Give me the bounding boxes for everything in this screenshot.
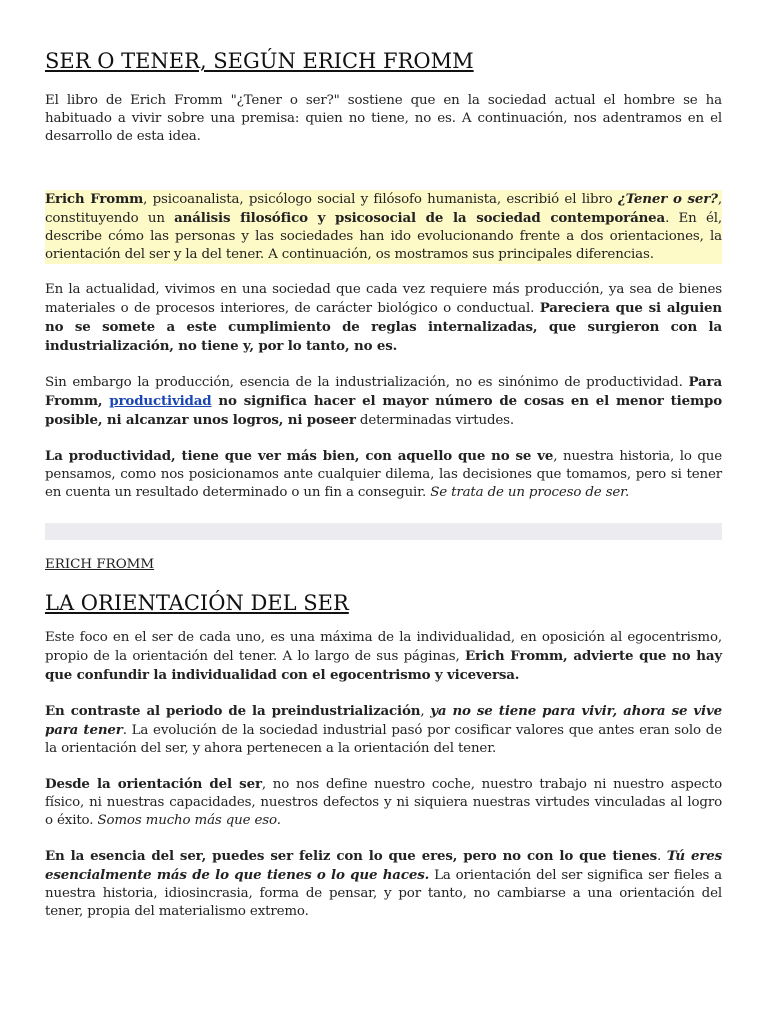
- paragraph-productivity: Sin embargo la producción, esencia de la industrialización, no es sinónimo de productividad. Para Fromm, productividad no significa hacer el mayor número de cosas en el menor tiempo posible, ni alcanzar unos logros, ni poseer determinadas virtudes.: [45, 374, 722, 428]
- author-name: Erich Fromm: [45, 191, 144, 207]
- paragraph-individuality: Este foco en el ser de cada uno, es una máxima de la individualidad, en oposición al egocentrismo, propio de la orientación del tener. A lo largo de sus páginas, Erich Fromm, advierte que no hay que confundir la individualidad con el egocentrismo y viceversa.: [45, 630, 722, 683]
- section-title: LA ORIENTACIÓN DEL SER: [45, 591, 349, 615]
- book-title: ¿Tener o ser?: [617, 191, 718, 207]
- article: [45, 46, 722, 921]
- page-title: SER O TENER, SEGÚN ERICH FROMM: [45, 49, 474, 73]
- paragraph-process: La productividad, tiene que ver más bien, con aquello que no se ve, nuestra historia, lo que pensamos, como nos posicionamos ante cualquier dilema, las decisiones que tomamos, pero si tener en cuenta un resultado determinado o un fin a conseguir. Se trata de un proceso de ser.: [45, 448, 723, 500]
- image-placeholder-bar: [45, 523, 722, 540]
- highlighted-paragraph: Erich Fromm, psicoanalista, psicólogo social y filósofo humanista, escribió el libro ¿Tener o ser?, constituyendo un análisis filosófico y psicosocial de la sociedad contemporánea. En él, describe cómo las personas y las sociedades han ido evolucionando frente a dos orientaciones, la orientación del ser y la del tener. A continuación, os mostramos sus principales diferencias.: [45, 191, 722, 262]
- paragraph-preindustrial: En contraste al periodo de la preindustrialización, ya no se tiene para vivir, ahora se vive para tener. La evolución de la sociedad industrial pasó por cosificar valores que antes eran solo de la orientación del ser, y ahora pertenecen a la orientación del tener.: [45, 703, 722, 756]
- paragraph-production: En la actualidad, vivimos en una sociedad que cada vez requiere más producción, ya sea de bienes materiales o de procesos interiores, de carácter biológico o conductual. Pareciera que si alguien no se somete a este cumplimiento de reglas internalizadas, que surgieron con la industrialización, no tiene y, por lo tanto, no es.: [45, 282, 722, 354]
- intro-paragraph: El libro de Erich Fromm "¿Tener o ser?" sostiene que en la sociedad actual el hombre se ha habituado a vivir sobre una premisa: quien no tiene, no es. A continuación, nos adentramos en el desarrollo de esta idea.: [45, 93, 722, 144]
- paragraph-essence: En la esencia del ser, puedes ser feliz con lo que eres, pero no con lo que tienes. Tú eres esencialmente más de lo que tienes o lo que haces. La orientación del ser significa ser fieles a nuestra historia, idiosincrasia, forma de pensar, y por tanto, no cambiarse a una orientación del tener, propia del materialismo extremo.: [45, 848, 722, 919]
- paragraph-being-orientation: Desde la orientación del ser, no nos define nuestro coche, nuestro trabajo ni nuestro aspecto físico, ni nuestras capacidades, nuestros defectos y ni siquiera nuestras virtudes vinculadas al logro o éxito. Somos mucho más que eso.: [45, 776, 722, 828]
- image-caption: ERICH FROMM: [45, 557, 155, 572]
- productividad-link[interactable]: productividad: [109, 393, 212, 409]
